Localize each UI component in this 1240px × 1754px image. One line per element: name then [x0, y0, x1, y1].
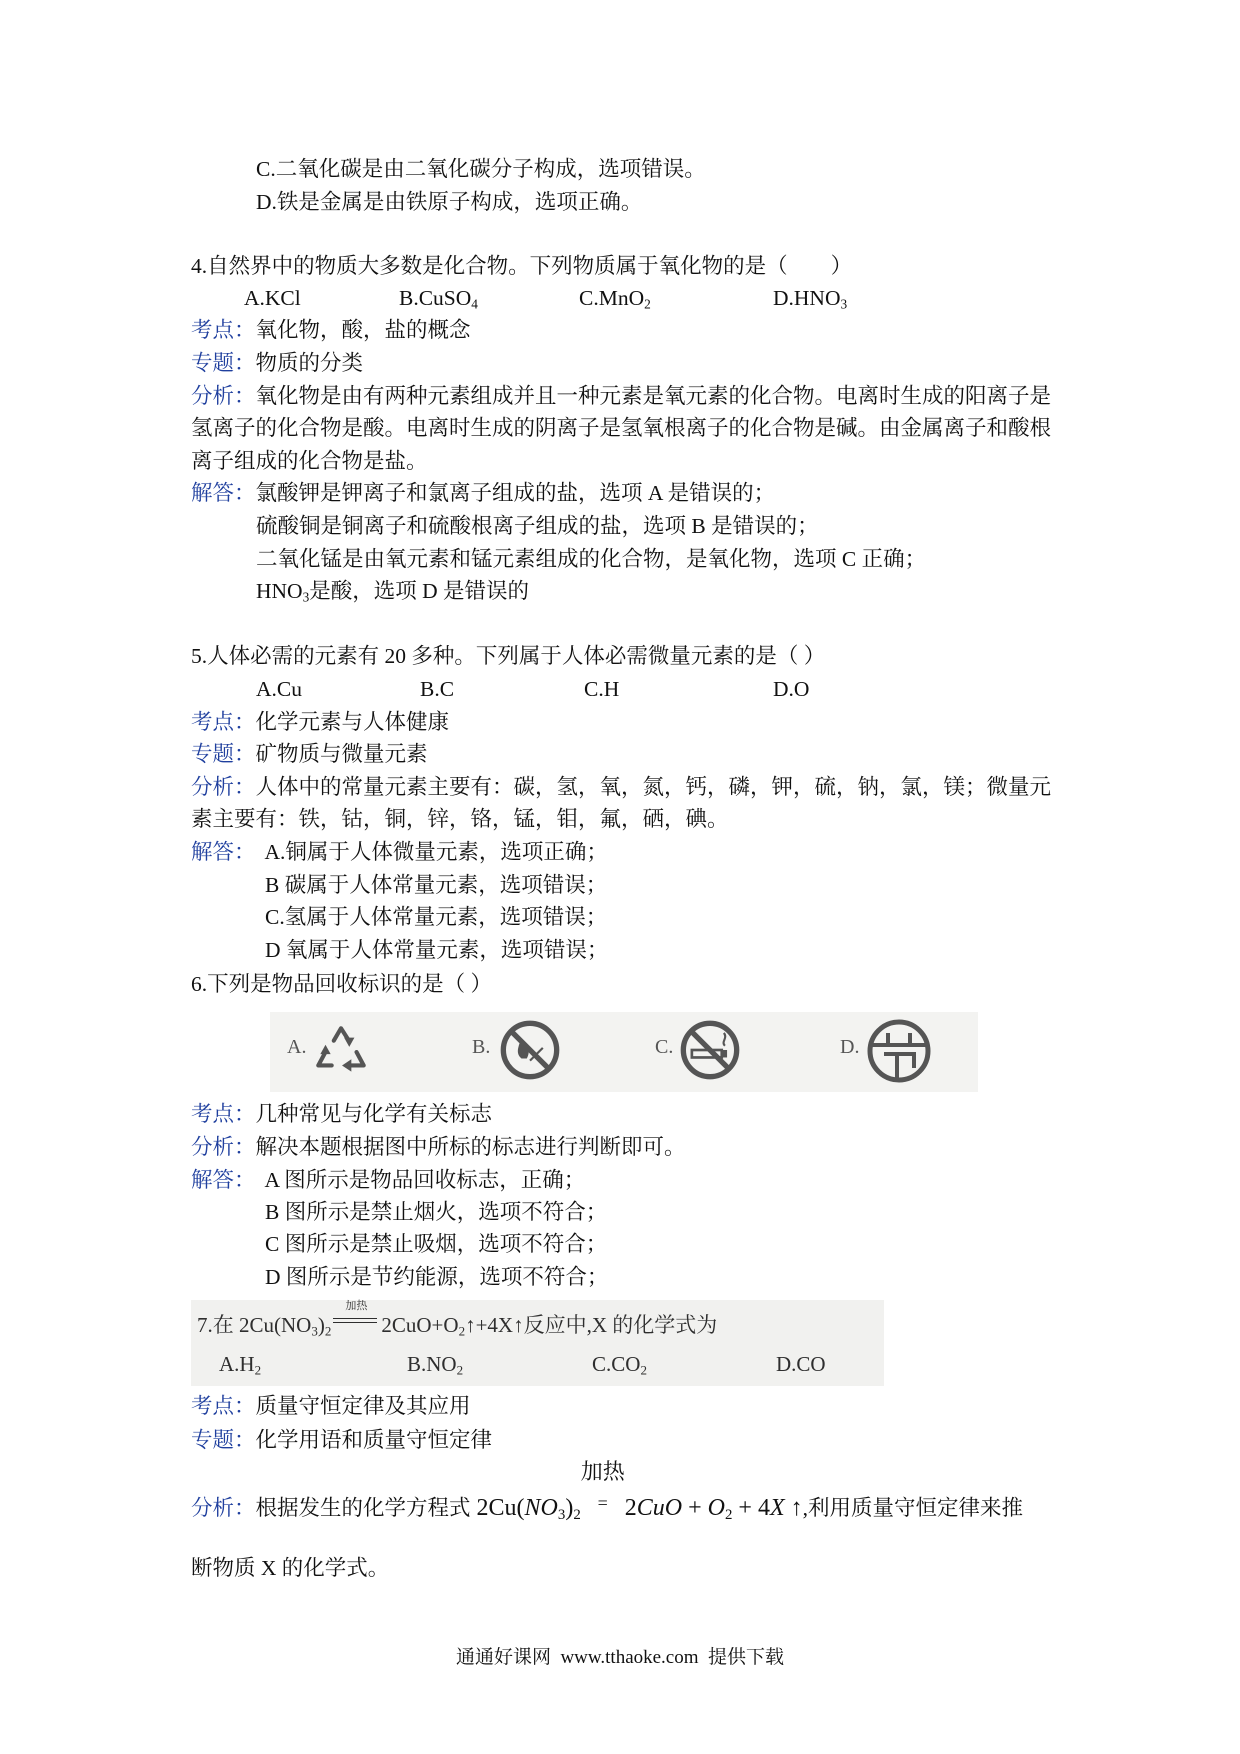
- kaodian-text: 氧化物，酸，盐的概念: [255, 318, 471, 342]
- q5-stem: 5.人体必需的元素有 20 多种。下列属于人体必需微量元素的是（ ）: [191, 644, 826, 668]
- q7-option-d-text: D.CO: [776, 1352, 826, 1376]
- sign-a-label: A.: [287, 1036, 307, 1058]
- zhuanti-label: 专题：: [191, 742, 256, 766]
- reaction-condition-arrow: [333, 1300, 379, 1330]
- q5-option-d: D.O: [773, 677, 810, 701]
- equation-subscript: 3: [557, 1507, 566, 1524]
- sign-b-label: B.: [472, 1036, 491, 1058]
- q7-option-b-text: B.NO: [407, 1352, 457, 1376]
- equation-subscript: 2: [573, 1507, 581, 1524]
- q7-scanned-question-image: [191, 1300, 884, 1386]
- q7-kaodian: [191, 1390, 471, 1422]
- q7-option-b-subscript: 2: [456, 1362, 464, 1378]
- q3-option-c-analysis: C.二氧化碳是由二氧化碳分子构成，选项错误。: [256, 157, 706, 181]
- q7-stem-subscript: 2: [324, 1323, 332, 1339]
- recycle-icon: [310, 1020, 372, 1082]
- fenxi-text: 人体中的常量元素主要有：碳，氢，氧，氮，钙，磷，钾，硫，钠，氯，镁；微量元: [255, 775, 1052, 799]
- q6-jieda-line-1: [191, 1164, 585, 1196]
- reaction-condition-text: 加热: [580, 1460, 625, 1485]
- q4-jieda-line-4: [256, 575, 529, 607]
- q4-option-d-text: D.HNO: [773, 286, 841, 310]
- equation-plus: +: [732, 1495, 758, 1521]
- zhuanti-label: 专题：: [191, 351, 256, 375]
- q5-option-b: B.C: [420, 677, 455, 701]
- no-smoking-icon: [678, 1018, 742, 1082]
- q6-sign-options-image: [270, 1012, 978, 1092]
- jieda-text: A.铜属于人体微量元素，选项正确；: [264, 840, 608, 864]
- kaodian-text: 几种常见与化学有关标志: [255, 1102, 493, 1126]
- equation-reactant-ion: NO: [524, 1495, 558, 1521]
- q6-jieda-line-4: D 图所示是节约能源，选项不符合；: [265, 1265, 609, 1289]
- reaction-condition: [580, 1460, 625, 1528]
- q4-option-b-text: B.CuSO: [399, 286, 472, 310]
- zhuanti-text: 矿物质与微量元素: [255, 742, 428, 766]
- q5-kaodian: [191, 706, 449, 738]
- kaodian-text: 化学元素与人体健康: [255, 710, 450, 734]
- q7-stem-part: 7.在 2Cu(NO: [197, 1313, 312, 1337]
- q4-option-a-text: A.KCl: [244, 286, 301, 310]
- kaodian-label: 考点：: [191, 1102, 256, 1126]
- q7-option-c-subscript: 2: [640, 1362, 647, 1378]
- jieda-label: 解答：: [191, 481, 256, 505]
- fenxi-text: 氧化物是由有两种元素组成并且一种元素是氧元素的化合物。电离时生成的阳离子是: [255, 384, 1052, 408]
- reaction-condition-text: 加热: [345, 1300, 368, 1312]
- q5-fenxi-line-1: [191, 771, 1051, 803]
- q4-option-c: [579, 282, 651, 314]
- q7-option-a-subscript: 2: [254, 1362, 262, 1378]
- q4-jieda-line-3: 二氧化锰是由氧元素和锰元素组成的化合物，是氧化物，选项 C 正确；: [256, 547, 927, 571]
- equation-product-coef: 2: [624, 1495, 637, 1521]
- fenxi-label: 分析：: [191, 1496, 256, 1520]
- equation-subscript: 2: [724, 1507, 733, 1524]
- q5-option-a: A.Cu: [256, 677, 302, 701]
- q4-option-b: [399, 282, 478, 314]
- q7-option-a-text: A.H: [219, 1352, 255, 1376]
- kaodian-label: 考点：: [191, 1394, 256, 1418]
- sign-d-label: D.: [840, 1036, 860, 1058]
- chemical-equation: [471, 1460, 803, 1524]
- no-fire-icon: [498, 1018, 562, 1082]
- q6-fenxi: [191, 1131, 686, 1163]
- jieda-text: A 图所示是物品回收标志，正确；: [264, 1168, 586, 1192]
- q7-option-c: [592, 1350, 647, 1378]
- q7-stem-part: ↑+4X↑反应中,X 的化学式为: [465, 1313, 718, 1337]
- q6-stem: 6.下列是物品回收标识的是（ ）: [191, 972, 493, 996]
- q5-zhuanti: [191, 738, 428, 770]
- equation-gas-arrow: ↑: [784, 1495, 803, 1521]
- q4-option-b-subscript: 4: [471, 296, 478, 312]
- jieda-text: 氯酸钾是钾离子和氯离子组成的盐，选项 A 是错误的；: [255, 481, 776, 505]
- q7-option-a: [219, 1350, 261, 1378]
- fenxi-label: 分析：: [191, 775, 256, 799]
- zhuanti-text: 物质的分类: [255, 351, 364, 375]
- q7-stem-subscript: 2: [458, 1323, 466, 1339]
- fenxi-text: 根据发生的化学方程式: [255, 1496, 471, 1520]
- page-footer: 通通好课网 www.tthaoke.com 提供下载: [455, 1647, 785, 1668]
- fenxi-text: ,利用质量守恒定律来推: [802, 1496, 1024, 1520]
- q4-jieda-line-2: 硫酸铜是铜离子和硫酸根离子组成的盐，选项 B 是错误的；: [256, 514, 819, 538]
- q4-option-a: [244, 282, 301, 314]
- equation-product: CuO: [636, 1495, 683, 1521]
- q4-option-c-text: C.MnO: [579, 286, 645, 310]
- zhuanti-label: 专题：: [191, 1428, 256, 1452]
- q4-option-c-subscript: 2: [644, 296, 651, 312]
- q5-option-c: C.H: [584, 677, 620, 701]
- kaodian-text: 质量守恒定律及其应用: [255, 1394, 471, 1418]
- q7-zhuanti: [191, 1424, 492, 1456]
- q7-stem-subscript: 3: [311, 1323, 318, 1339]
- equation-product: O: [707, 1495, 725, 1521]
- equation-close-paren: ): [565, 1495, 574, 1521]
- reaction-arrow-line: [333, 1318, 377, 1323]
- jieda-label: 解答：: [191, 1168, 256, 1192]
- fenxi-label: 分析：: [191, 1135, 256, 1159]
- sign-c-label: C.: [655, 1036, 674, 1058]
- equation-reactant-coef: 2Cu(: [476, 1495, 525, 1521]
- q7-fenxi-line-2: 断物质 X 的化学式。: [191, 1556, 390, 1580]
- q4-fenxi-line-1: [191, 380, 1051, 412]
- reaction-sign: =: [597, 1493, 608, 1513]
- q6-kaodian: [191, 1098, 492, 1130]
- equation-product-coef: 4: [757, 1495, 770, 1521]
- q4-fenxi-line-3: 离子组成的化合物是盐。: [191, 449, 428, 473]
- fenxi-label: 分析：: [191, 384, 256, 408]
- formula-subscript: 3: [302, 589, 310, 605]
- q4-zhuanti: [191, 347, 363, 379]
- equation-product: X: [769, 1495, 785, 1521]
- fenxi-text: 解决本题根据图中所标的标志进行判断即可。: [255, 1135, 686, 1159]
- kaodian-label: 考点：: [191, 318, 256, 342]
- energy-saving-icon: [864, 1017, 934, 1085]
- q5-jieda-line-1: [191, 836, 608, 868]
- q5-fenxi-line-2: 素主要有：铁，钴，铜，锌，铬，锰，钼，氟，硒，碘。: [191, 807, 729, 831]
- equation-plus: +: [682, 1495, 708, 1521]
- q7-stem-part: ): [317, 1313, 325, 1337]
- q4-kaodian: [191, 314, 471, 346]
- q6-jieda-line-3: C 图所示是禁止吸烟，选项不符合；: [265, 1232, 608, 1256]
- q4-jieda-line-1: [191, 477, 775, 509]
- q7-stem-part: 2CuO+O: [381, 1313, 459, 1337]
- kaodian-label: 考点：: [191, 710, 256, 734]
- zhuanti-text: 化学用语和质量守恒定律: [255, 1428, 493, 1452]
- q4-stem: 4.自然界中的物质大多数是化合物。下列物质属于氧化物的是（ ）: [191, 254, 853, 278]
- q7-stem: [197, 1300, 718, 1339]
- q7-fenxi-line-1: [191, 1460, 1024, 1524]
- formula-hno3: HNO: [256, 579, 303, 603]
- q5-jieda-line-4: D 氧属于人体常量元素，选项错误；: [265, 938, 609, 962]
- q7-option-d: [776, 1350, 826, 1378]
- q4-option-d: [773, 282, 847, 314]
- q7-option-c-text: C.CO: [592, 1352, 641, 1376]
- q4-option-d-subscript: 3: [840, 296, 848, 312]
- q6-jieda-line-2: B 图所示是禁止烟火，选项不符合；: [265, 1200, 608, 1224]
- q5-jieda-line-3: C.氢属于人体常量元素，选项错误；: [265, 905, 608, 929]
- q3-option-d-analysis: D.铁是金属是由铁原子构成，选项正确。: [256, 190, 643, 214]
- q4-fenxi-line-2: 氢离子的化合物是酸。电离时生成的阴离子是氢氧根离子的化合物是碱。由金属离子和酸根: [191, 416, 1052, 440]
- q7-option-b: [407, 1350, 463, 1378]
- q5-jieda-line-2: B 碳属于人体常量元素，选项错误；: [265, 873, 608, 897]
- jieda-text: 是酸，选项 D 是错误的: [309, 579, 530, 603]
- jieda-label: 解答：: [191, 840, 256, 864]
